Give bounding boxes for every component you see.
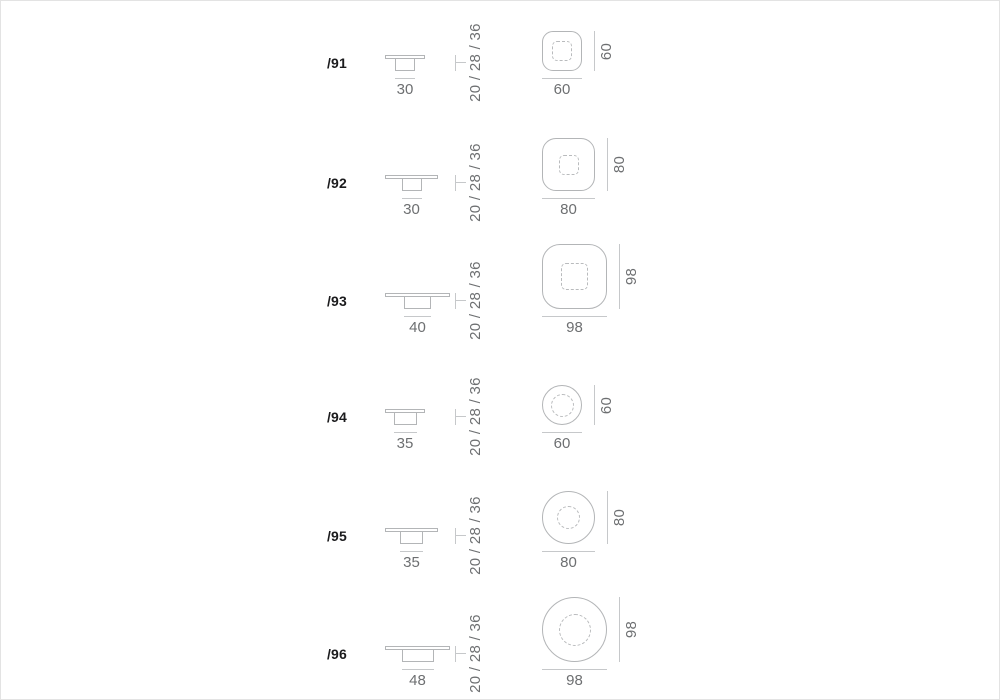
model-row [1, 325, 1000, 455]
top-height-value: 80 [611, 155, 629, 174]
top-height-dimension [609, 145, 631, 185]
model-label: /93 [326, 293, 347, 309]
top-height-dimension-line [619, 597, 620, 662]
top-view-base-dashed-outline [551, 394, 574, 417]
base-width-value: 48 [409, 672, 426, 689]
top-view-base-dashed-outline [552, 41, 572, 61]
top-view-base-dashed-outline [561, 263, 588, 290]
side-view-base [395, 58, 415, 71]
top-view-base-dashed-outline [557, 506, 580, 529]
top-height-value: 60 [598, 396, 616, 414]
top-width-dimension-line [542, 78, 582, 79]
model-label: /91 [326, 55, 347, 71]
model-row [1, 444, 1000, 574]
height-options-value: 20 / 28 / 36 [466, 142, 484, 222]
base-width-value: 30 [403, 201, 420, 218]
model-row [1, 562, 1000, 692]
top-height-dimension-line [594, 385, 595, 425]
height-options-value: 20 / 28 / 36 [466, 376, 484, 456]
top-view-base-dashed-outline [559, 614, 591, 646]
base-width-dimension-line [402, 198, 422, 199]
top-width-dimension-line [542, 316, 607, 317]
side-view-tabletop [385, 175, 438, 179]
top-width-value: 60 [553, 435, 571, 452]
side-view-base [404, 296, 431, 309]
top-height-dimension-line [607, 491, 608, 544]
side-view-base [394, 412, 417, 425]
side-view-base [402, 178, 422, 191]
top-height-dimension-line [594, 31, 595, 71]
top-width-dimension-line [542, 669, 607, 670]
side-view-base [400, 531, 423, 544]
top-height-value: 80 [611, 508, 629, 527]
top-height-dimension [596, 385, 618, 425]
top-height-value: 98 [623, 267, 641, 286]
top-width-dimension-line [542, 432, 582, 433]
top-width-value: 60 [553, 81, 571, 98]
top-view-base-dashed-outline [559, 155, 579, 175]
model-row [1, 209, 1000, 339]
height-options-value: 20 / 28 / 36 [466, 22, 484, 102]
base-width-dimension-line [404, 316, 431, 317]
top-width-value: 98 [566, 672, 583, 689]
side-view-tabletop [385, 409, 425, 413]
height-options-value: 20 / 28 / 36 [466, 613, 484, 693]
model-row [1, 91, 1000, 221]
model-row [1, 0, 1000, 101]
top-height-dimension [621, 610, 643, 650]
top-width-value: 80 [560, 554, 577, 571]
top-width-value: 80 [560, 201, 577, 218]
top-width-value: 98 [566, 319, 583, 336]
height-options [436, 23, 514, 101]
top-width-dimension-line [542, 198, 595, 199]
base-width-value: 35 [396, 435, 414, 452]
top-height-dimension [596, 31, 618, 71]
base-width-dimension-line [394, 432, 417, 433]
side-view-tabletop [385, 528, 438, 532]
side-view-tabletop [385, 646, 450, 650]
top-height-value: 60 [598, 42, 616, 60]
base-width-value: 40 [409, 319, 426, 336]
top-height-dimension [609, 498, 631, 538]
side-view-tabletop [385, 55, 425, 59]
top-height-dimension-line [607, 138, 608, 191]
base-width-dimension-line [402, 669, 434, 670]
base-width-value: 35 [403, 554, 420, 571]
base-width-dimension-line [395, 78, 415, 79]
model-label: /92 [326, 175, 347, 191]
top-width-dimension-line [542, 551, 595, 552]
base-width-dimension-line [400, 551, 423, 552]
side-view-base [402, 649, 434, 662]
top-height-dimension [621, 257, 643, 297]
model-label: /95 [326, 528, 347, 544]
side-view-tabletop [385, 293, 450, 297]
top-height-dimension-line [619, 244, 620, 309]
model-label: /94 [326, 409, 347, 425]
height-options-value: 20 / 28 / 36 [466, 260, 484, 340]
height-options-value: 20 / 28 / 36 [466, 495, 484, 575]
height-options [436, 614, 514, 692]
model-label: /96 [326, 646, 347, 662]
base-width-value: 30 [396, 81, 414, 98]
top-height-value: 98 [623, 620, 641, 639]
